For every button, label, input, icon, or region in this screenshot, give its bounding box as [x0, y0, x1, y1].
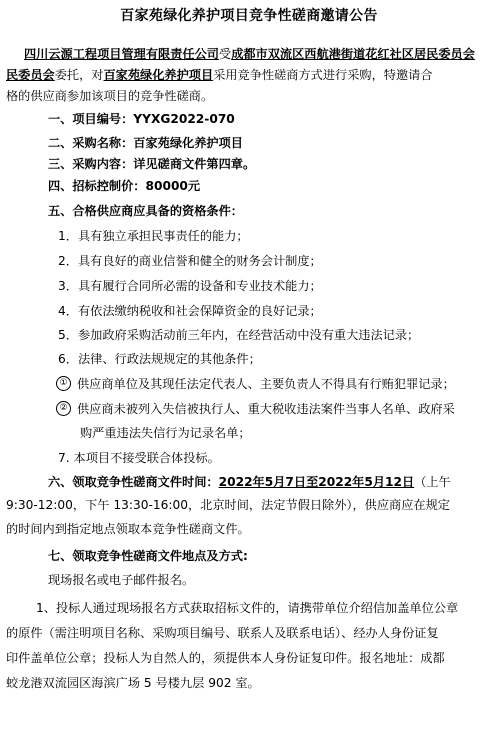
item-content: 三、采购内容：详见磋商文件第四章。 — [48, 157, 256, 171]
intro-line-2 — [6, 67, 498, 83]
item-qualifications: 五、合格供应商应具备的资格条件： — [48, 204, 243, 218]
section-six-line-2: 9:30-12:00，下午 13:30-16:00，北京时间，法定节假日除外），供应商应在规定 — [6, 498, 450, 512]
agency-name: 四川云源工程项目管理有限责任公司 — [24, 47, 219, 61]
section-seven-para-3: 印件盖单位公章；投标人为自然人的，须提供本人身份证复印件。报名地址：成都 — [6, 651, 445, 665]
pickup-dates: 2022年5月7日至2022年5月12日 — [218, 475, 415, 489]
intro-text-3: 采用竞争性磋商方式进行采购，特邀请合 — [213, 68, 433, 82]
sub-condition-2 — [56, 401, 498, 417]
project-name: 百家苑绿化养护项目 — [103, 68, 214, 82]
section-seven-para-2: 的原件（需注明项目名称、采购项目编号、联系人及联系电话）、经办人身份证复 — [6, 626, 439, 640]
condition-7: 7. 本项目不接受联合体投标。 — [58, 451, 220, 465]
condition-6: 6．法律、行政法规规定的其他条件； — [58, 352, 261, 366]
section-six-line-3: 的时间内到指定地点领取本竞争性磋商文件。 — [6, 522, 250, 536]
intro-text-2: 委托，对 — [54, 68, 104, 82]
sub-condition-1-text: 供应商单位及其现任法定代表人、主要负责人不得具有行贿犯罪记录； — [77, 377, 455, 391]
intro-text-1: 受 — [219, 47, 232, 61]
sub-condition-2-text: 供应商未被列入失信被执行人、重大税收违法案件当事人名单、政府采 — [77, 402, 455, 416]
circled-two-marker: ② — [56, 401, 71, 416]
section-seven-para-1: 1、投标人通过现场报名方式获取招标文件的，请携带单位介绍信加盖单位公章 — [36, 601, 459, 615]
intro-line-3: 格的供应商参加该项目的竞争性磋商。 — [6, 89, 214, 103]
section-seven-para-4: 蛟龙港双流园区海滨广场 5 号楼九层 902 室。 — [6, 676, 260, 690]
condition-3: 3．具有履行合同所必需的设备和专业技术能力； — [58, 279, 322, 293]
item-project-number: 一、项目编号：YYXG2022-070 — [48, 112, 235, 126]
purchaser-name: 成都市双流区西航港街道花红社区居民委员会 — [231, 47, 475, 61]
section-six-line-1 — [48, 474, 498, 490]
item-control-price: 四、招标控制价：80000元 — [48, 179, 201, 193]
circled-one-marker: ① — [56, 376, 71, 391]
condition-2: 2．具有良好的商业信誉和健全的财务会计制度； — [58, 254, 322, 268]
section-six-heading: 六、领取竞争性磋商文件时间： — [48, 475, 219, 489]
condition-1: 1．具有独立承担民事责任的能力； — [58, 229, 249, 243]
section-seven-heading: 七、领取竞争性磋商文件地点及方式: — [48, 549, 248, 563]
sub-condition-1 — [56, 376, 498, 392]
sub-condition-2-cont: 购严重违法失信行为记录名单； — [80, 426, 251, 440]
item-project-name: 二、采购名称：百家苑绿化养护项目 — [48, 136, 243, 150]
section-six-tail: （上午 — [414, 475, 451, 489]
section-seven-line-1: 现场报名或电子邮件报名。 — [48, 573, 195, 587]
condition-5: 5．参加政府采购活动前三年内，在经营活动中没有重大违法记录； — [58, 328, 420, 342]
intro-line-1 — [24, 46, 498, 62]
purchaser-tail: 民委员会 — [6, 68, 55, 82]
condition-4: 4．有依法缴纳税收和社会保障资金的良好记录； — [58, 304, 322, 318]
page-title: 百家苑绿化养护项目竞争性磋商邀请公告 — [120, 8, 378, 24]
